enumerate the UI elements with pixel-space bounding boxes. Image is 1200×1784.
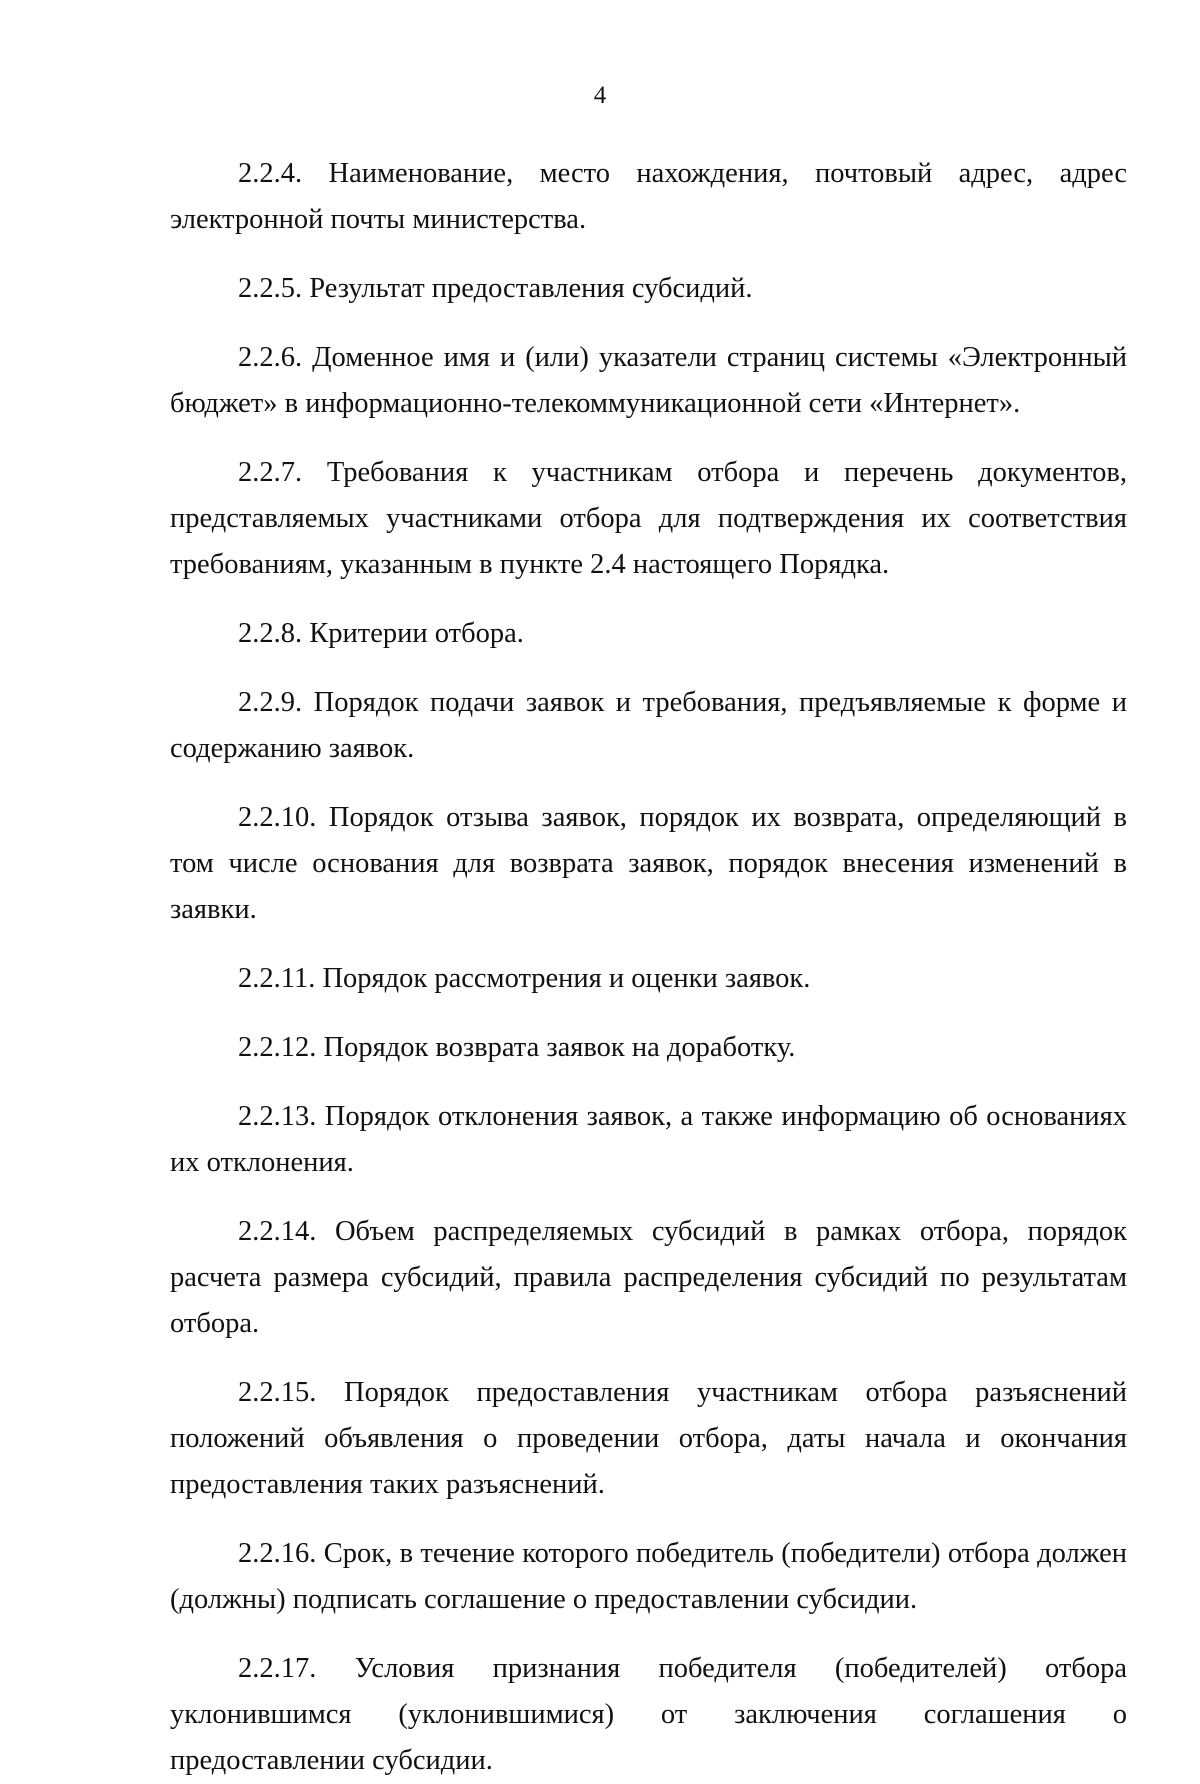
paragraph-2-2-13: 2.2.13. Порядок отклонения заявок, а также информацию об основаниях их отклонения.: [170, 1101, 1127, 1178]
paragraph-2-2-5: 2.2.5. Результат предоставления субсидий.: [238, 273, 753, 304]
paragraph-2-2-6: 2.2.6. Доменное имя и (или) указатели страниц системы «Электронный бюджет» в информационно-телекоммуникационной сети «Интернет».: [170, 342, 1127, 419]
paragraph-2-2-11: 2.2.11. Порядок рассмотрения и оценки заявок.: [238, 963, 811, 994]
paragraph-2-2-12: 2.2.12. Порядок возврата заявок на доработку.: [238, 1032, 796, 1063]
paragraph-2-2-7: 2.2.7. Требования к участникам отбора и перечень документов, представляемых участниками отбора для подтверждения их соответствия требованиям, указанным в пункте 2.4 настоящего Порядка.: [170, 457, 1127, 580]
paragraph-2-2-16: 2.2.16. Срок, в течение которого победитель (победители) отбора должен (должны) подписать соглашение о предоставлении субсидии.: [170, 1538, 1127, 1615]
paragraph-2-2-15: 2.2.15. Порядок предоставления участникам отбора разъяснений положений объявления о проведении отбора, даты начала и окончания предоставления таких разъяснений.: [170, 1377, 1127, 1500]
paragraph-2-2-8: 2.2.8. Критерии отбора.: [238, 618, 524, 649]
paragraph-2-2-9: 2.2.9. Порядок подачи заявок и требования, предъявляемые к форме и содержанию заявок.: [170, 687, 1127, 764]
paragraph-2-2-4: 2.2.4. Наименование, место нахождения, почтовый адрес, адрес электронной почты министерства.: [170, 158, 1127, 235]
document-body: [170, 151, 1127, 1784]
page-number: 4: [593, 82, 607, 109]
paragraph-2-2-17: 2.2.17. Условия признания победителя (победителей) отбора уклонившимся (уклонившимися) от заключения соглашения о предоставлении субсидии.: [170, 1653, 1127, 1776]
paragraph-2-2-14: 2.2.14. Объем распределяемых субсидий в рамках отбора, порядок расчета размера субсидий, правила распределения субсидий по результатам отбора.: [170, 1216, 1127, 1339]
paragraph-2-2-10: 2.2.10. Порядок отзыва заявок, порядок их возврата, определяющий в том числе основания для возврата заявок, порядок внесения изменений в заявки.: [170, 802, 1127, 925]
